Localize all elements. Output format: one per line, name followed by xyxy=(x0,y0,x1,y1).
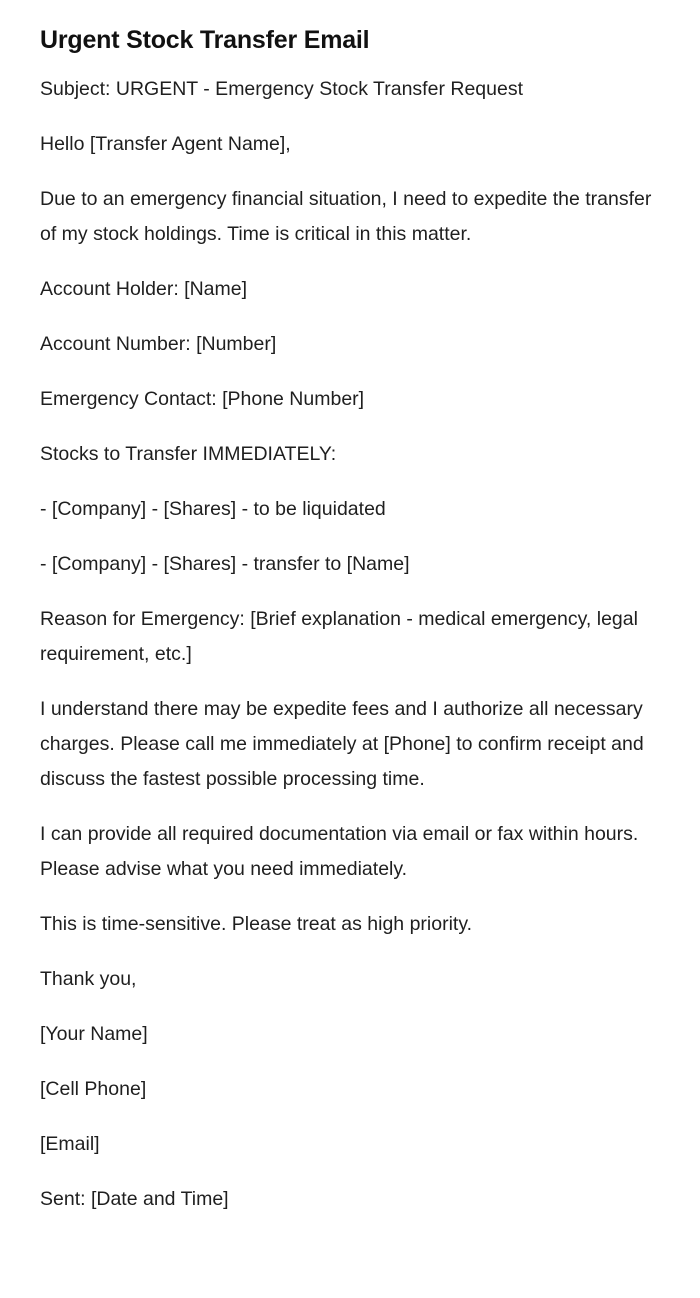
documentation-paragraph: I can provide all required documentation via email or fax within hours. Please advise what you need immediately. xyxy=(40,823,639,880)
emergency-contact-line: Emergency Contact: [Phone Number] xyxy=(40,388,365,410)
stocks-heading: Stocks to Transfer IMMEDIATELY: xyxy=(40,443,337,465)
intro-paragraph: Due to an emergency financial situation, I need to expedite the transfer of my stock holdings. Time is critical in this matter. xyxy=(40,188,652,245)
sent-timestamp: Sent: [Date and Time] xyxy=(40,1188,229,1210)
closing-line: Thank you, xyxy=(40,968,137,990)
email-document xyxy=(40,22,652,1237)
stock-item-transfer: - [Company] - [Shares] - transfer to [Name] xyxy=(40,553,410,575)
subject-line: Subject: URGENT - Emergency Stock Transfer Request xyxy=(40,78,523,100)
signature-phone: [Cell Phone] xyxy=(40,1078,147,1100)
account-holder-line: Account Holder: [Name] xyxy=(40,278,248,300)
signature-email: [Email] xyxy=(40,1133,100,1155)
fees-paragraph: I understand there may be expedite fees and I authorize all necessary charges. Please call me immediately at [Phone] to confirm receipt and discuss the fastest possible processing time. xyxy=(40,698,644,790)
signature-name: [Your Name] xyxy=(40,1023,148,1045)
account-number-line: Account Number: [Number] xyxy=(40,333,277,355)
document-title: Urgent Stock Transfer Email xyxy=(40,26,370,54)
priority-paragraph: This is time-sensitive. Please treat as high priority. xyxy=(40,913,473,935)
reason-paragraph: Reason for Emergency: [Brief explanation - medical emergency, legal requirement, etc.] xyxy=(40,608,638,665)
greeting: Hello [Transfer Agent Name], xyxy=(40,133,291,155)
stock-item-liquidate: - [Company] - [Shares] - to be liquidated xyxy=(40,498,386,520)
